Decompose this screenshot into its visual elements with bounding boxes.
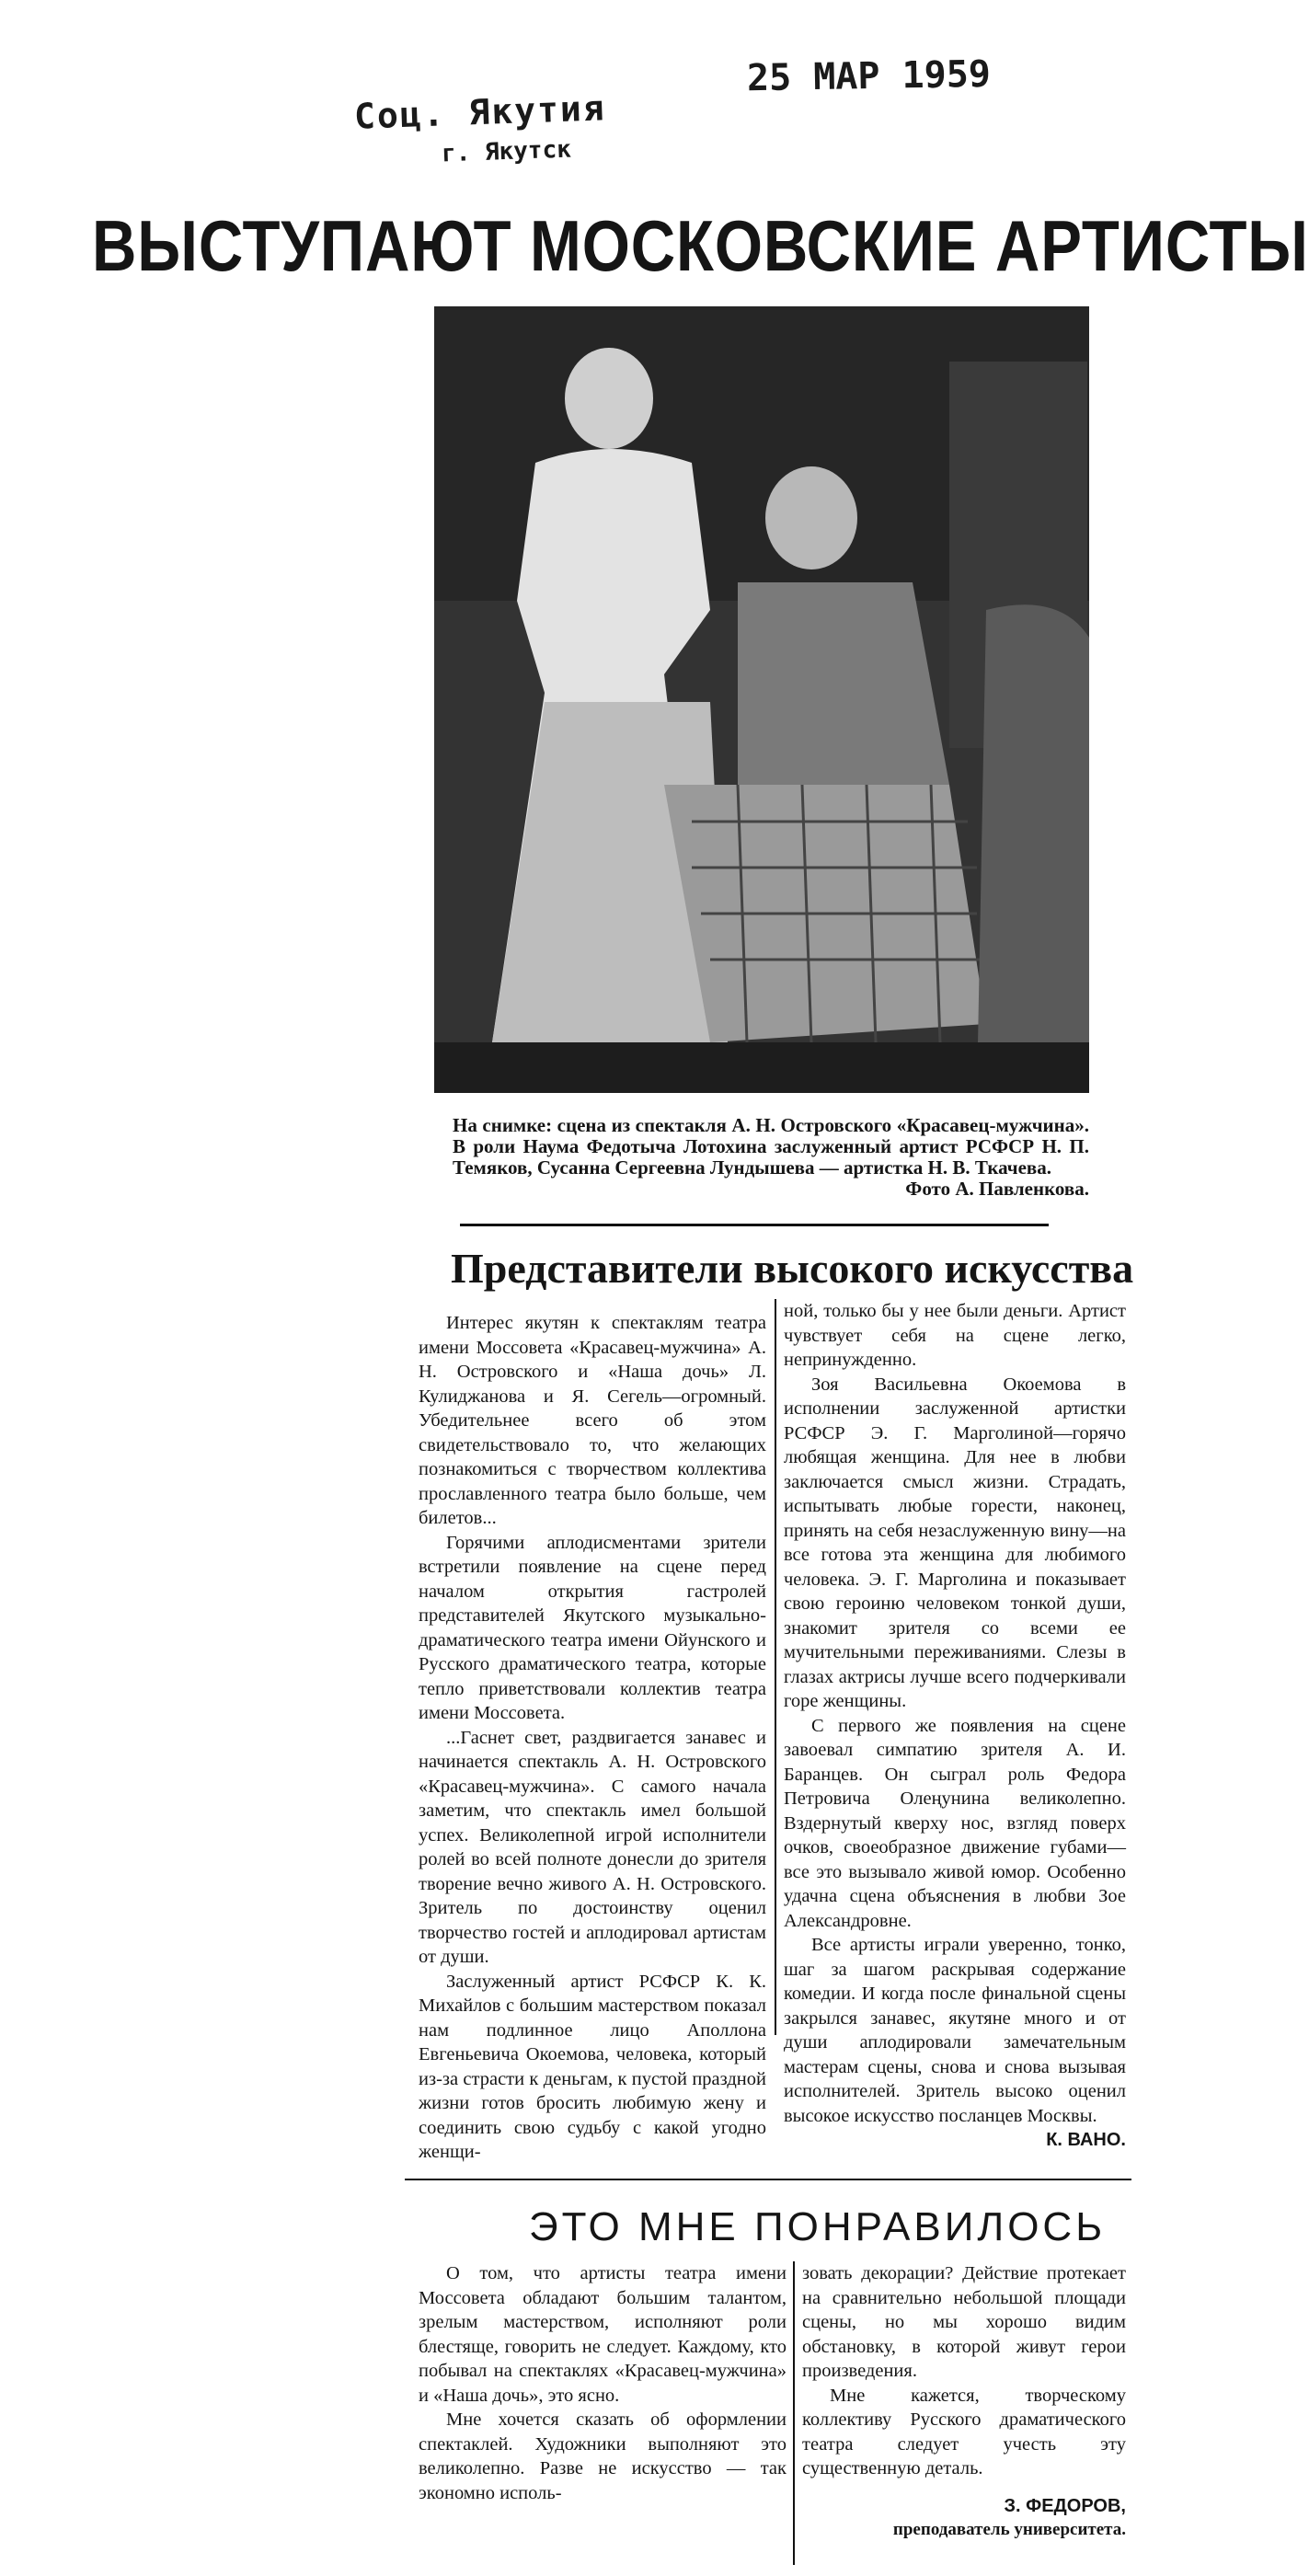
scene-photo-image [434, 306, 1089, 1093]
paragraph: Заслуженный артист РСФСР К. К. Михайлов с большим мастерством показал нам подлинное лицо Аполлона Евгеньевича Окоемова, человека, который из-за страсти к деньгам, к пустой праздной жизни готов бросить любимую жену и соединить свою судьбу с какой угодно женщи- [419, 1971, 766, 2162]
author-signature: К. ВАНО. [1046, 2130, 1126, 2150]
paragraph: Мне кажется, творческому коллективу Русского драматического театра следует учесть эту существенную деталь. [802, 2385, 1126, 2478]
photo-caption [453, 1115, 1089, 1200]
column-divider [793, 2261, 795, 2565]
city-stamp: г. Якутск [441, 135, 572, 168]
paragraph: зовать декорации? Действие протекает на сравнительно небольшой площади сцены, но мы хорошо видим обстановку, в которой живут герои произведения. [802, 2263, 1126, 2381]
divider-line [405, 2179, 1131, 2180]
author-position: преподаватель университета. [892, 2520, 1126, 2539]
paragraph: Зоя Васильевна Окоемова в исполнении заслуженной артистки РСФСР Э. Г. Марголиной—горячо любящая женщина. Для нее в любви заключается смысл жизни. Страдать, испытывать любые горести, наконец, принять на себя незаслуженную вину—на все готова эта женщина для любимого человека. Э. Г. Марголина и показывает свою героиню человеком тонкой души, знакомит зрителя со всеми ее мучительными переживаниями. Слезы в глазах актрисы лучше всего подчеркивали горе женщины. [784, 1374, 1126, 1711]
newspaper-stamp: Соц. Якутия [353, 87, 607, 137]
article-column-right [784, 1299, 1126, 2153]
article-column-left [419, 1311, 766, 2165]
date-stamp: 25 МАР 1959 [746, 52, 992, 100]
divider-line [460, 1224, 1049, 1226]
article-column-right [802, 2261, 1126, 2543]
article-title: Представители высокого искусства [451, 1245, 1134, 1292]
photo-credit: Фото А. Павленкова. [905, 1178, 1089, 1200]
caption-text: На снимке: сцена из спектакля А. Н. Островского «Красавец-мужчина». В роли Наума Федотыча Лотохина заслуженный артист РСФСР Н. П. Темяков, Сусанна Сергеевна Лундышева — артистка Н. В. Ткачева. [453, 1114, 1089, 1179]
main-headline: ВЫСТУПАЮТ МОСКОВСКИЕ АРТИСТЫ [92, 205, 1309, 286]
paragraph: О том, что артисты театра имени Моссовета обладают большим талантом, зрелым мастерством, исполняют роли блестяще, говорить не следует. Каждому, кто побывал на спектаклях «Красавец-мужчина» и «Наша дочь», это ясно. [419, 2263, 787, 2406]
scene-photo [434, 306, 1089, 1093]
column-divider [775, 1299, 776, 2035]
paragraph: Горячими аплодисментами зрители встретили появление на сцене перед началом открытия гастролей представителей Якутского музыкально-драматического театра имени Ойунского и Русского драматического театра, которые тепло приветствовали коллектив театра имени Моссовета. [419, 1532, 766, 1723]
author-signature: З. ФЕДОРОВ, [1004, 2495, 1126, 2516]
article-column-left [419, 2261, 787, 2505]
article-title: ЭТО МНЕ ПОНРАВИЛОСЬ [529, 2204, 1107, 2249]
paragraph: ...Гаснет свет, раздвигается занавес и начинается спектакль А. Н. Островского «Красавец-мужчина». С самого начала заметим, что спектакль имел большой успех. Великолепной игрой исполнители ролей во всей полноте донесли до зрителя творение вечно живого А. Н. Островского. Зритель по достоинству оценил творчество гостей и аплодировал артистам от души. [419, 1727, 766, 1967]
paragraph: Все артисты играли уверенно, тонко, шаг за шагом раскрывая содержание комедии. И когда после финальной сцены закрылся занавес, якутяне много и от души аплодировали замечательным мастерам сцены, снова и снова вызывая исполнителей. Зритель высоко оценил высокое искусство посланцев Москвы. [784, 1935, 1126, 2126]
paragraph: Мне хочется сказать об оформлении спектаклей. Художники выполняют это великолепно. Разве не искусство — так экономно исполь- [419, 2409, 787, 2503]
paragraph: С первого же появления на сцене завоевал симпатию зрителя А. И. Баранцев. Он сыграл роль Федора Петровича Олеңунина великолепно. Вздернутый кверху нос, взгляд поверх очков, своеобразное движение губами—все это вызывало живой юмор. Особенно удачна сцена объяснения в любви Зое Александровне. [784, 1715, 1126, 1931]
paragraph: ной, только бы у нее были деньги. Артист чувствует себя на сцене легко, непринужденно. [784, 1301, 1126, 1370]
paragraph: Интерес якутян к спектаклям театра имени Моссовета «Красавец-мужчина» А. Н. Островского и «Наша дочь» Л. Кулиджанова и Я. Сегель—огромный. Убедительнее всего об этом свидетельствовало то, что желающих познакомиться с творчеством коллектива прославленного театра было больше, чем билетов... [419, 1313, 766, 1528]
